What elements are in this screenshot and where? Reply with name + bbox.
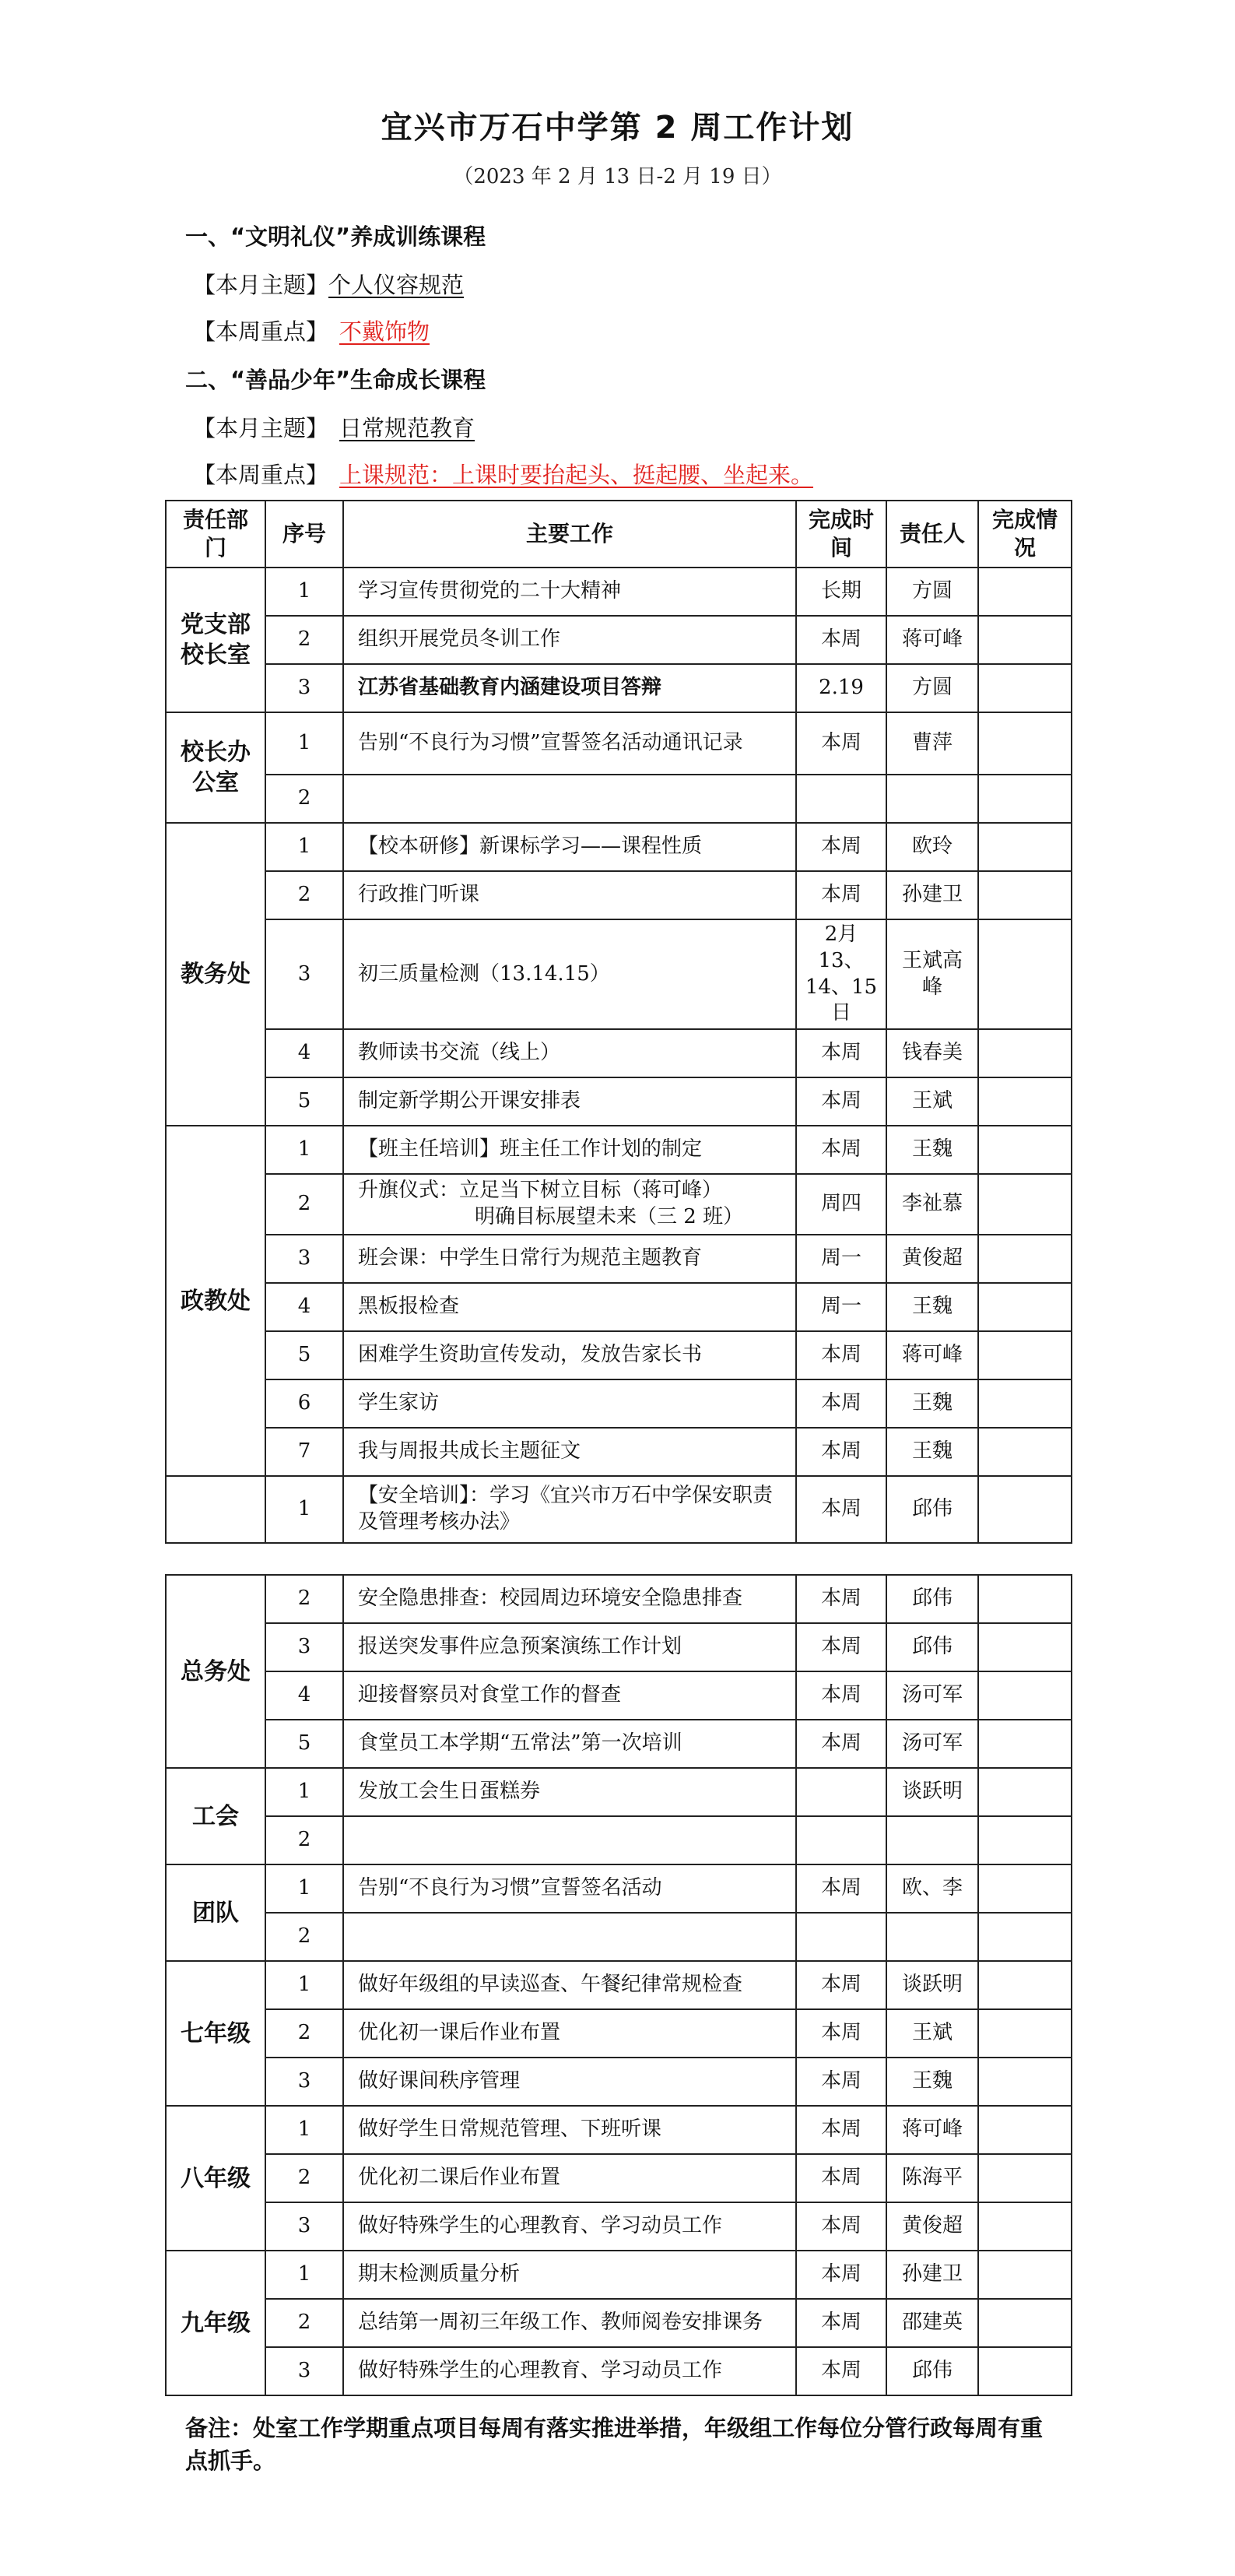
- time-cell: 本周: [796, 1864, 886, 1913]
- status-cell: [978, 664, 1072, 712]
- remark-note: 备注：处室工作学期重点项目每周有落实推进举措，年级组工作每位分管行政每周有重点抓手。: [185, 2415, 1044, 2475]
- table-row: [166, 1029, 1072, 1077]
- work-cell: 做好课间秩序管理: [343, 2058, 796, 2106]
- status-cell: [978, 1623, 1072, 1671]
- dept-cell: 政教处: [166, 1126, 265, 1476]
- work-cell: 初三质量检测（13.14.15）: [343, 919, 796, 1029]
- status-cell: [978, 2347, 1072, 2395]
- time-cell: 本周: [796, 1575, 886, 1623]
- status-cell: [978, 1283, 1072, 1331]
- person-cell: 邱伟: [886, 1623, 978, 1671]
- time-cell: 本周: [796, 1961, 886, 2009]
- work-cell: [343, 1913, 796, 1961]
- table-row: [166, 1283, 1072, 1331]
- table-row: [166, 1428, 1072, 1476]
- status-cell: [978, 1174, 1072, 1235]
- no-cell: 1: [265, 823, 343, 871]
- status-cell: [978, 1235, 1072, 1283]
- table-row: [166, 1126, 1072, 1174]
- section-2-month-theme: [193, 411, 486, 443]
- no-cell: 1: [265, 1864, 343, 1913]
- no-cell: 2: [265, 1913, 343, 1961]
- person-cell: 王斌: [886, 2009, 978, 2058]
- header-person: 责任人: [886, 501, 978, 568]
- work-plan-table: [165, 500, 1072, 1544]
- no-cell: 4: [265, 1671, 343, 1720]
- work-cell: 发放工会生日蛋糕券: [343, 1768, 796, 1816]
- work-cell: 总结第一周初三年级工作、教师阅卷安排课务: [343, 2299, 796, 2347]
- status-cell: [978, 823, 1072, 871]
- month-theme-value: 个人仪容规范: [328, 272, 465, 298]
- person-cell: [886, 775, 978, 823]
- no-cell: 2: [265, 1816, 343, 1864]
- no-cell: 4: [265, 1029, 343, 1077]
- table-row: [166, 1864, 1072, 1913]
- table-row: [166, 2347, 1072, 2395]
- status-cell: [978, 2058, 1072, 2106]
- status-cell: [978, 1671, 1072, 1720]
- time-cell: 本周: [796, 2058, 886, 2106]
- dept-cell: 党支部校长室: [166, 568, 265, 712]
- person-cell: 王魏: [886, 2058, 978, 2106]
- table-row: [166, 2202, 1072, 2251]
- no-cell: 3: [265, 1235, 343, 1283]
- person-cell: 方圆: [886, 664, 978, 712]
- table-row: [166, 1235, 1072, 1283]
- person-cell: 王魏: [886, 1126, 978, 1174]
- table-row: [166, 568, 1072, 616]
- person-cell: 曹萍: [886, 712, 978, 775]
- table-row: [166, 1623, 1072, 1671]
- no-cell: 1: [265, 1476, 343, 1543]
- no-cell: 1: [265, 1768, 343, 1816]
- person-cell: 李祉慕: [886, 1174, 978, 1235]
- week-focus-value: 不戴饰物: [339, 318, 430, 345]
- time-cell: 长期: [796, 568, 886, 616]
- dept-cell: 校长办公室: [166, 712, 265, 823]
- dept-cell: 工会: [166, 1768, 265, 1864]
- status-cell: [978, 616, 1072, 664]
- time-cell: 本周: [796, 2106, 886, 2154]
- status-cell: [978, 1476, 1072, 1543]
- work-cell: 食堂员工本学期“五常法”第一次培训: [343, 1720, 796, 1768]
- status-cell: [978, 1913, 1072, 1961]
- status-cell: [978, 1379, 1072, 1428]
- work-cell: 告别“不良行为习惯”宣誓签名活动: [343, 1864, 796, 1913]
- time-cell: [796, 775, 886, 823]
- status-cell: [978, 1331, 1072, 1379]
- status-cell: [978, 2251, 1072, 2299]
- time-cell: 本周: [796, 2251, 886, 2299]
- table-row: [166, 871, 1072, 919]
- table-row: [166, 1671, 1072, 1720]
- no-cell: 2: [265, 2154, 343, 2202]
- person-cell: 谈跃明: [886, 1768, 978, 1816]
- no-cell: 2: [265, 2009, 343, 2058]
- time-cell: [796, 1913, 886, 1961]
- person-cell: 汤可军: [886, 1720, 978, 1768]
- work-cell: [343, 775, 796, 823]
- no-cell: 1: [265, 568, 343, 616]
- table-row: [166, 712, 1072, 775]
- work-cell: 安全隐患排查：校园周边环境安全隐患排查: [343, 1575, 796, 1623]
- status-cell: [978, 712, 1072, 775]
- no-cell: 2: [265, 1174, 343, 1235]
- work-plan-table-continued: [165, 1574, 1072, 2396]
- no-cell: 2: [265, 1575, 343, 1623]
- no-cell: 1: [265, 2251, 343, 2299]
- table-row: [166, 2251, 1072, 2299]
- person-cell: 邱伟: [886, 1575, 978, 1623]
- time-cell: 本周: [796, 616, 886, 664]
- time-cell: 本周: [796, 871, 886, 919]
- person-cell: 欧、李: [886, 1864, 978, 1913]
- time-cell: 本周: [796, 1077, 886, 1126]
- table-row: [166, 1575, 1072, 1623]
- table-row: [166, 1768, 1072, 1816]
- no-cell: 2: [265, 775, 343, 823]
- status-cell: [978, 2299, 1072, 2347]
- person-cell: 邱伟: [886, 1476, 978, 1543]
- table-row: [166, 616, 1072, 664]
- work-cell: 优化初一课后作业布置: [343, 2009, 796, 2058]
- dept-cell: [166, 1476, 265, 1543]
- work-cell: 困难学生资助宣传发动，发放告家长书: [343, 1331, 796, 1379]
- person-cell: 黄俊超: [886, 1235, 978, 1283]
- table-row: [166, 1913, 1072, 1961]
- time-cell: 周四: [796, 1174, 886, 1235]
- work-cell: 教师读书交流（线上）: [343, 1029, 796, 1077]
- status-cell: [978, 1126, 1072, 1174]
- no-cell: 1: [265, 712, 343, 775]
- status-cell: [978, 1077, 1072, 1126]
- work-cell: 行政推门听课: [343, 871, 796, 919]
- time-cell: 本周: [796, 1379, 886, 1428]
- person-cell: 蒋可峰: [886, 1331, 978, 1379]
- status-cell: [978, 1864, 1072, 1913]
- time-cell: 本周: [796, 2347, 886, 2395]
- section-1-week-focus: [193, 315, 440, 346]
- work-cell: 做好学生日常规范管理、下班听课: [343, 2106, 796, 2154]
- work-cell: [343, 1816, 796, 1864]
- table-row: [166, 2009, 1072, 2058]
- section-2-week-focus: [193, 458, 813, 490]
- dept-cell: 八年级: [166, 2106, 265, 2251]
- work-cell: 【安全培训】：学习《宜兴市万石中学保安职责及管理考核办法》: [343, 1476, 796, 1543]
- header-no: 序号: [265, 501, 343, 568]
- table-row: [166, 775, 1072, 823]
- no-cell: 2: [265, 2299, 343, 2347]
- no-cell: 6: [265, 1379, 343, 1428]
- dept-cell: 团队: [166, 1864, 265, 1961]
- section-1-heading: 一、“文明礼仪”养成训练课程: [185, 223, 486, 250]
- person-cell: [886, 1913, 978, 1961]
- no-cell: 3: [265, 2347, 343, 2395]
- person-cell: 王魏: [886, 1379, 978, 1428]
- no-cell: 1: [265, 2106, 343, 2154]
- table-row: [166, 1816, 1072, 1864]
- time-cell: 本周: [796, 1623, 886, 1671]
- time-cell: 本周: [796, 2202, 886, 2251]
- time-cell: 本周: [796, 2299, 886, 2347]
- work-cell: 做好特殊学生的心理教育、学习动员工作: [343, 2347, 796, 2395]
- time-cell: [796, 1816, 886, 1864]
- time-cell: 本周: [796, 2009, 886, 2058]
- table-row: [166, 1476, 1072, 1543]
- table-row: [166, 919, 1072, 1029]
- time-cell: 本周: [796, 1428, 886, 1476]
- work-cell: 迎接督察员对食堂工作的督查: [343, 1671, 796, 1720]
- status-cell: [978, 1029, 1072, 1077]
- header-dept: 责任部门: [166, 501, 265, 568]
- work-cell: 做好特殊学生的心理教育、学习动员工作: [343, 2202, 796, 2251]
- work-cell: 江苏省基础教育内涵建设项目答辩: [343, 664, 796, 712]
- status-cell: [978, 1961, 1072, 2009]
- table-row: [166, 1379, 1072, 1428]
- week-focus-label: 【本周重点】: [193, 462, 329, 488]
- time-cell: 周一: [796, 1235, 886, 1283]
- table-row: [166, 1961, 1072, 2009]
- time-cell: 本周: [796, 1720, 886, 1768]
- status-cell: [978, 1768, 1072, 1816]
- dept-cell: 九年级: [166, 2251, 265, 2395]
- table-row: [166, 2106, 1072, 2154]
- table-row: [166, 2299, 1072, 2347]
- person-cell: 黄俊超: [886, 2202, 978, 2251]
- page-title: 宜兴市万石中学第 2 周工作计划: [381, 110, 854, 146]
- time-cell: 本周: [796, 712, 886, 775]
- no-cell: 3: [265, 1623, 343, 1671]
- status-cell: [978, 1428, 1072, 1476]
- work-cell: 学生家访: [343, 1379, 796, 1428]
- person-cell: 邵建英: [886, 2299, 978, 2347]
- person-cell: 欧玲: [886, 823, 978, 871]
- time-cell: 2.19: [796, 664, 886, 712]
- table-row: [166, 1174, 1072, 1235]
- work-cell: 优化初二课后作业布置: [343, 2154, 796, 2202]
- person-cell: 钱春美: [886, 1029, 978, 1077]
- dept-cell: 总务处: [166, 1575, 265, 1768]
- time-cell: 本周: [796, 823, 886, 871]
- work-cell: 制定新学期公开课安排表: [343, 1077, 796, 1126]
- person-cell: 谈跃明: [886, 1961, 978, 2009]
- no-cell: 7: [265, 1428, 343, 1476]
- no-cell: 2: [265, 616, 343, 664]
- time-cell: 本周: [796, 1126, 886, 1174]
- table-row: [166, 1077, 1072, 1126]
- time-cell: [796, 1768, 886, 1816]
- status-cell: [978, 2202, 1072, 2251]
- month-theme-label: 【本月主题】: [193, 272, 329, 298]
- status-cell: [978, 1816, 1072, 1864]
- work-cell: 【班主任培训】班主任工作计划的制定: [343, 1126, 796, 1174]
- person-cell: 王魏: [886, 1283, 978, 1331]
- table-row: [166, 1331, 1072, 1379]
- person-cell: 王斌: [886, 1077, 978, 1126]
- header-work: 主要工作: [343, 501, 796, 568]
- work-cell: 黑板报检查: [343, 1283, 796, 1331]
- time-cell: 本周: [796, 1331, 886, 1379]
- no-cell: 1: [265, 1961, 343, 2009]
- date-range: （2023 年 2 月 13 日-2 月 19 日）: [453, 165, 782, 188]
- time-cell: 本周: [796, 2154, 886, 2202]
- section-2-heading: 二、“善品少年”生命成长课程: [185, 367, 486, 393]
- person-cell: 王斌高峰: [886, 919, 978, 1029]
- person-cell: 汤可军: [886, 1671, 978, 1720]
- work-cell: 告别“不良行为习惯”宣誓签名活动通讯记录: [343, 712, 796, 775]
- no-cell: 2: [265, 871, 343, 919]
- dept-cell: 教务处: [166, 823, 265, 1126]
- person-cell: [886, 1816, 978, 1864]
- dept-cell: 七年级: [166, 1961, 265, 2106]
- no-cell: 4: [265, 1283, 343, 1331]
- status-cell: [978, 775, 1072, 823]
- table-row: [166, 2058, 1072, 2106]
- status-cell: [978, 2154, 1072, 2202]
- header-status: 完成情况: [978, 501, 1072, 568]
- work-cell: 我与周报共成长主题征文: [343, 1428, 796, 1476]
- no-cell: 3: [265, 664, 343, 712]
- work-cell: 班会课：中学生日常行为规范主题教育: [343, 1235, 796, 1283]
- person-cell: 方圆: [886, 568, 978, 616]
- status-cell: [978, 1575, 1072, 1623]
- person-cell: 邱伟: [886, 2347, 978, 2395]
- work-cell: 报送突发事件应急预案演练工作计划: [343, 1623, 796, 1671]
- status-cell: [978, 568, 1072, 616]
- time-cell: 2月13、14、15日: [796, 919, 886, 1029]
- person-cell: 孙建卫: [886, 871, 978, 919]
- status-cell: [978, 871, 1072, 919]
- week-focus-value: 上课规范：上课时要抬起头、挺起腰、坐起来。: [339, 462, 814, 488]
- table-row: [166, 664, 1072, 712]
- work-cell: 学习宣传贯彻党的二十大精神: [343, 568, 796, 616]
- month-theme-label: 【本月主题】: [193, 415, 329, 441]
- no-cell: 5: [265, 1077, 343, 1126]
- time-cell: 本周: [796, 1671, 886, 1720]
- status-cell: [978, 1720, 1072, 1768]
- month-theme-value: 日常规范教育: [339, 415, 475, 441]
- section-1-month-theme: [193, 268, 464, 300]
- status-cell: [978, 919, 1072, 1029]
- no-cell: 3: [265, 2202, 343, 2251]
- work-cell: 升旗仪式：立足当下树立目标（蒋可峰） 明确目标展望未来（三 2 班）: [343, 1174, 796, 1235]
- table-row: [166, 1720, 1072, 1768]
- no-cell: 1: [265, 1126, 343, 1174]
- work-cell: 组织开展党员冬训工作: [343, 616, 796, 664]
- time-cell: 本周: [796, 1029, 886, 1077]
- header-time: 完成时间: [796, 501, 886, 568]
- no-cell: 3: [265, 2058, 343, 2106]
- person-cell: 王魏: [886, 1428, 978, 1476]
- work-cell: 做好年级组的早读巡查、午餐纪律常规检查: [343, 1961, 796, 2009]
- no-cell: 5: [265, 1720, 343, 1768]
- week-focus-label: 【本周重点】: [193, 318, 329, 345]
- no-cell: 3: [265, 919, 343, 1029]
- status-cell: [978, 2009, 1072, 2058]
- work-cell: 期末检测质量分析: [343, 2251, 796, 2299]
- person-cell: 孙建卫: [886, 2251, 978, 2299]
- status-cell: [978, 2106, 1072, 2154]
- person-cell: 陈海平: [886, 2154, 978, 2202]
- time-cell: 本周: [796, 1476, 886, 1543]
- person-cell: 蒋可峰: [886, 2106, 978, 2154]
- work-cell: 【校本研修】新课标学习——课程性质: [343, 823, 796, 871]
- person-cell: 蒋可峰: [886, 616, 978, 664]
- no-cell: 5: [265, 1331, 343, 1379]
- table-row: [166, 2154, 1072, 2202]
- table-row: [166, 823, 1072, 871]
- time-cell: 周一: [796, 1283, 886, 1331]
